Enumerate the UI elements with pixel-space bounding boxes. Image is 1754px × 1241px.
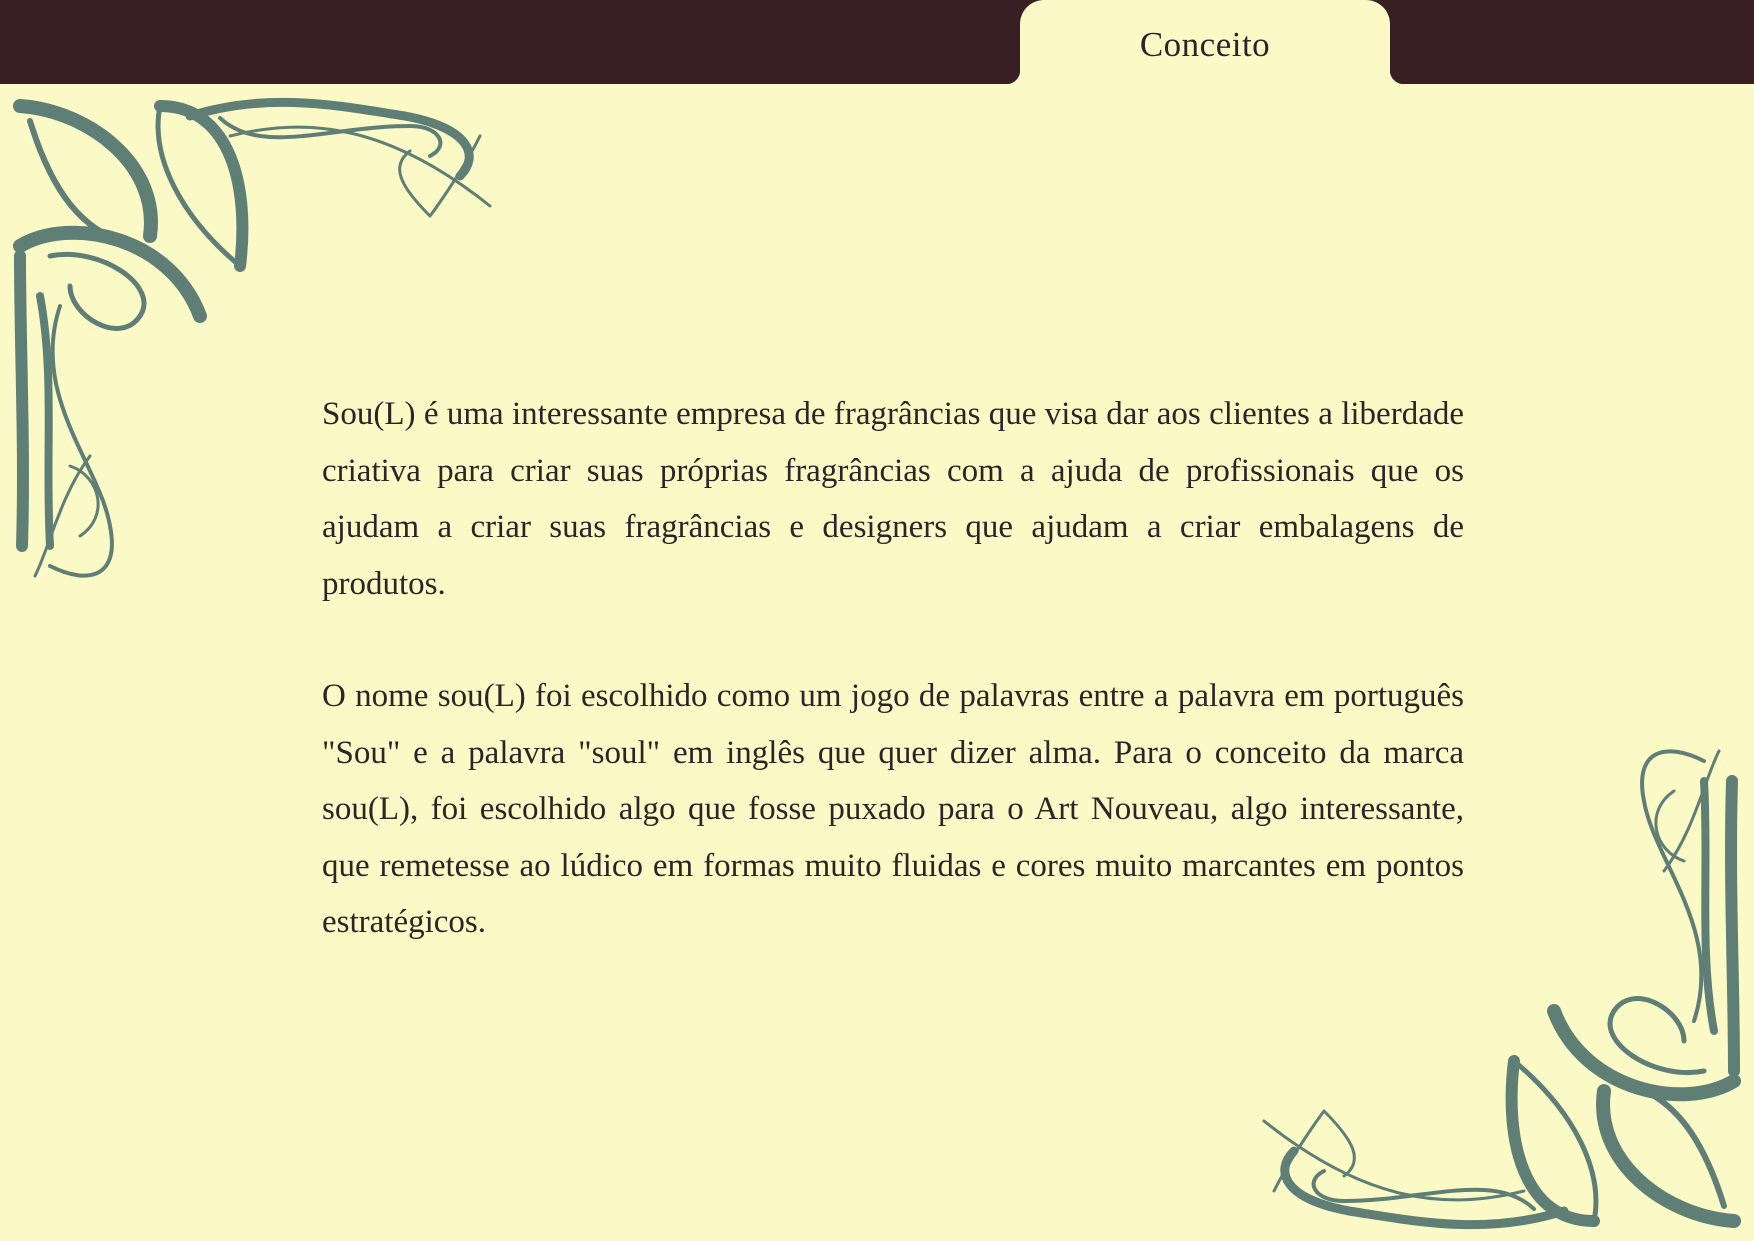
body-text (322, 386, 1464, 1007)
paragraph-intro: Sou(L) é uma interessante empresa de fragrâncias que visa dar aos clientes a liberdade criativa para criar suas próprias fragrâncias com a ajuda de profissionais que os ajudam a criar suas fragrâncias e designers que ajudam a criar embalagens de produtos. (322, 396, 1464, 602)
paragraph-name-origin: O nome sou(L) foi escolhido como um jogo de palavras entre a palavra em português "Sou" e a palavra "soul" em inglês que quer dizer alma. Para o conceito da marca sou(L), foi escolhido algo que fosse puxado para o Art Nouveau, algo interessante, que remetesse ao lúdico em formas muito fluidas e cores muito marcantes em pontos estratégicos. (322, 678, 1464, 940)
tab-label: Conceito (1139, 25, 1271, 64)
header-bar (0, 0, 1754, 84)
tab-conceito[interactable] (1020, 0, 1390, 84)
